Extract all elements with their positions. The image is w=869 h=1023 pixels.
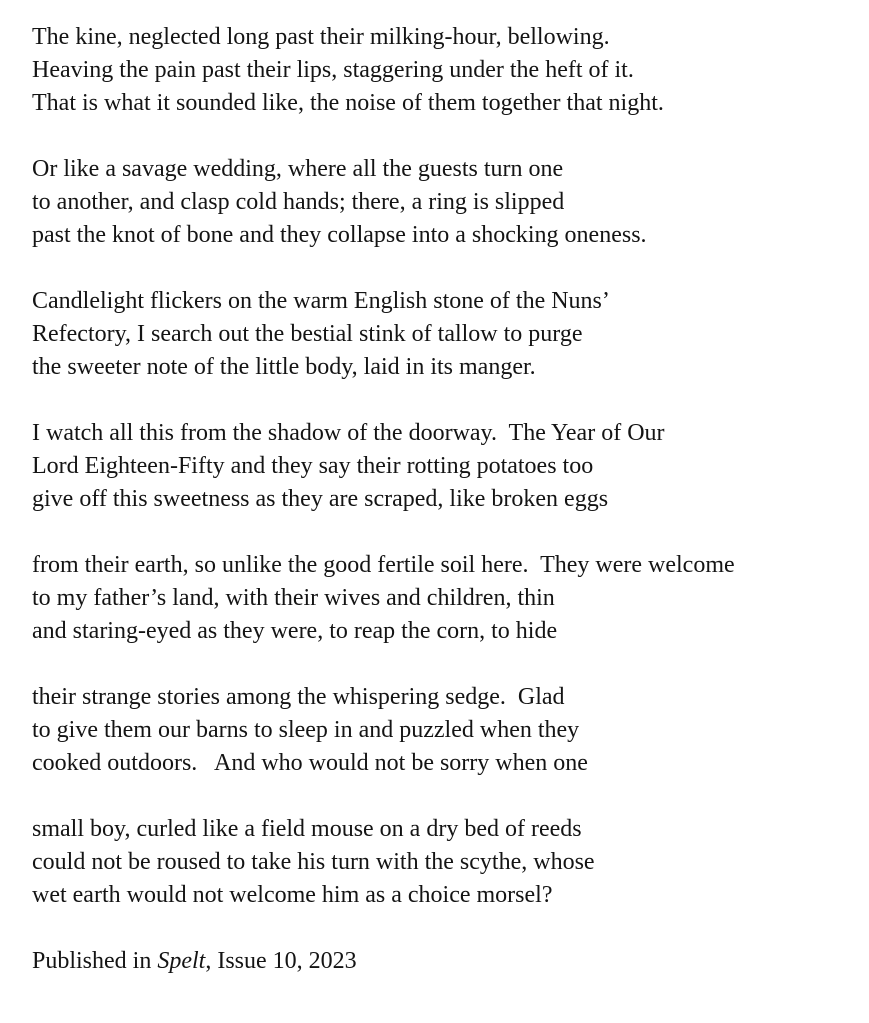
poem-line: Or like a savage wedding, where all the guests turn one: [32, 156, 564, 182]
poem-line: Heaving the pain past their lips, staggering under the heft of it.: [32, 57, 634, 83]
poem-line: to another, and clasp cold hands; there, a ring is slipped: [32, 189, 565, 215]
poem-line: That is what it sounded like, the noise of them together that night.: [32, 90, 664, 116]
poem-line: give off this sweetness as they are scraped, like broken eggs: [32, 486, 609, 512]
poem-line: I watch all this from the shadow of the doorway. The Year of Our: [32, 420, 665, 446]
poem-line: the sweeter note of the little body, laid in its manger.: [32, 354, 536, 380]
stanza-4: [32, 417, 849, 516]
publication-prefix: Published in: [32, 948, 158, 974]
poem-line: Refectory, I search out the bestial stink of tallow to purge: [32, 321, 583, 347]
stanza-5: [32, 549, 849, 648]
poem-line: wet earth would not welcome him as a choice morsel?: [32, 882, 553, 908]
poem-line: to my father’s land, with their wives and children, thin: [32, 585, 555, 611]
publication-credit: [32, 945, 849, 978]
poem-line: cooked outdoors. And who would not be sorry when one: [32, 750, 588, 776]
poem-line: from their earth, so unlike the good fertile soil here. They were welcome: [32, 552, 735, 578]
stanza-7: [32, 813, 849, 912]
stanza-6: [32, 681, 849, 780]
journal-name: Spelt: [157, 948, 206, 974]
poem-line: Candlelight flickers on the warm English stone of the Nuns’: [32, 288, 610, 314]
poem-line: and staring-eyed as they were, to reap the corn, to hide: [32, 618, 558, 644]
poem-line: past the knot of bone and they collapse into a shocking oneness.: [32, 222, 647, 248]
poem-line: The kine, neglected long past their milking-hour, bellowing.: [32, 24, 610, 50]
stanza-3: [32, 285, 849, 384]
poem-line: Lord Eighteen-Fifty and they say their rotting potatoes too: [32, 453, 594, 479]
poem-line: could not be roused to take his turn with the scythe, whose: [32, 849, 595, 875]
poem-line: small boy, curled like a field mouse on a dry bed of reeds: [32, 816, 582, 842]
poem-line: their strange stories among the whispering sedge. Glad: [32, 684, 565, 710]
poem-line: to give them our barns to sleep in and puzzled when they: [32, 717, 580, 743]
publication-suffix: , Issue 10, 2023: [205, 948, 357, 974]
stanza-1: [32, 21, 849, 120]
stanza-2: [32, 153, 849, 252]
